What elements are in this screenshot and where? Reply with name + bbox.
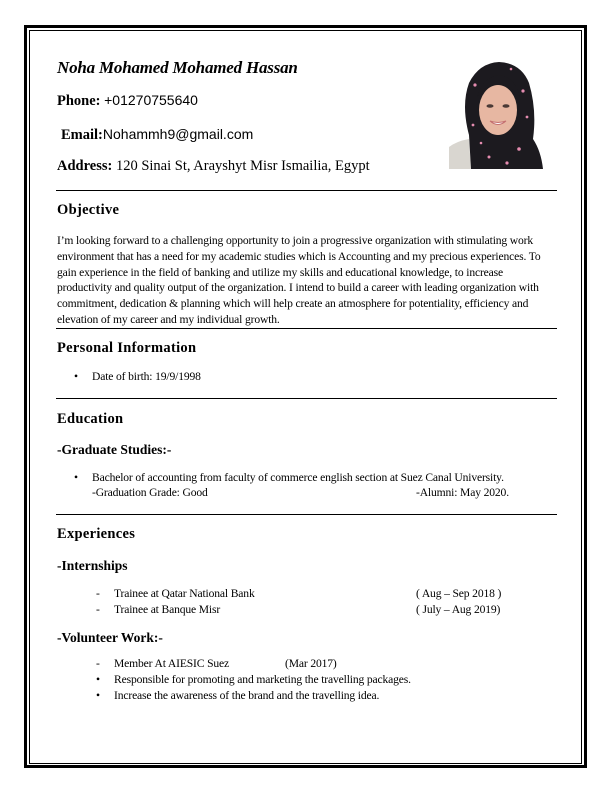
phone-label: Phone: [57,93,101,109]
divider [56,190,557,191]
internship-role: Trainee at Qatar National Bank [114,587,255,600]
volunteer-role: Member At AIESIC Suez [114,657,230,670]
divider [56,398,557,399]
address-value: 120 Sinai St, Arayshyt Misr Ismailia, Egypt [115,158,370,174]
section-title-education: Education [57,411,124,427]
bullet-icon: • [96,689,100,702]
profile-photo [449,55,544,169]
internship-date: ( Aug – Sep 2018 ) [416,587,502,600]
candidate-name: Noha Mohamed Mohamed Hassan [57,58,298,77]
subtitle-volunteer-work: -Volunteer Work:- [57,630,163,645]
dash-marker: - [96,603,100,616]
email-value: Nohammh9@gmail.com [102,126,254,142]
subtitle-graduate-studies: -Graduate Studies:- [57,442,172,457]
dash-marker: - [96,657,100,670]
bullet-icon: • [74,471,78,484]
volunteer-duty: Increase the awareness of the brand and the travelling idea. [114,689,380,702]
objective-text: I’m looking forward to a challenging opportunity to join a progressive organization with stimulating work environment that has a need for my academic studies which is Accounting and my precious experiences. To gain experience in the field of banking and utilize my skills and educational knowledge, to increase productivity and quality output of the organization. I intend to build a career with leading organization with commitment, dedication & planning which will help create an atmosphere for potentiality, efficiency and elevation of my career and my individual growth. [57,234,541,326]
alumni-date: -Alumni: May 2020. [416,486,509,499]
portrait-icon [449,55,544,169]
subtitle-internships: -Internships [57,558,128,573]
address-label: Address: [57,158,113,174]
internship-role: Trainee at Banque Misr [114,603,221,616]
degree-text: Bachelor of accounting from faculty of commerce english section at Suez Canal University. [92,471,504,484]
address-line [57,158,370,175]
bullet-icon: • [74,370,78,383]
graduation-grade: -Graduation Grade: Good [92,486,208,499]
internship-date: ( July – Aug 2019) [416,603,501,616]
date-of-birth: Date of birth: 19/9/1998 [92,370,201,383]
section-title-objective: Objective [57,202,120,218]
email-line [61,126,253,144]
phone-line [57,92,198,110]
divider [56,328,557,329]
dash-marker: - [96,587,100,600]
bullet-icon: • [96,673,100,686]
divider [56,514,557,515]
volunteer-duty: Responsible for promoting and marketing the travelling packages. [114,673,411,686]
volunteer-date: (Mar 2017) [285,657,337,670]
email-label: Email: [61,127,103,143]
phone-value: +01270755640 [104,92,198,108]
section-title-experiences: Experiences [57,526,136,542]
section-title-personal-information: Personal Information [57,340,197,356]
